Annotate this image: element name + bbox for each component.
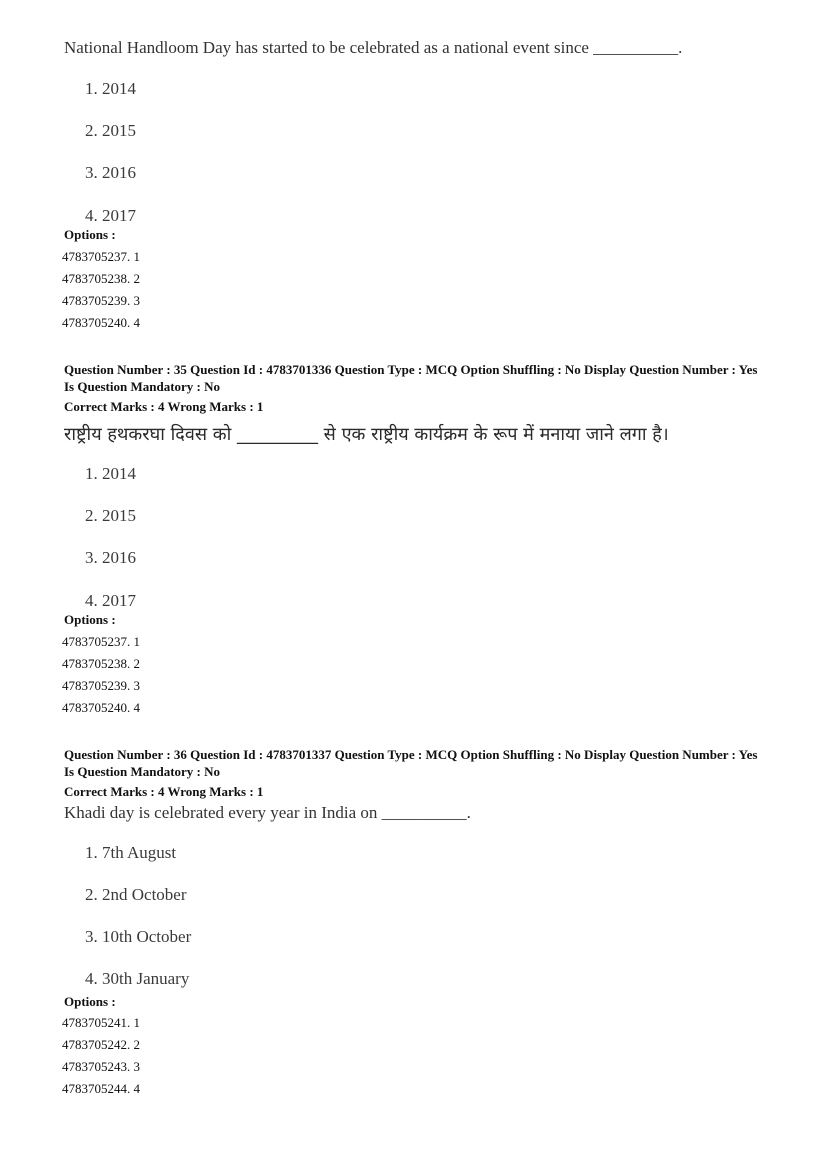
option-id-row: 4783705237. 1 [62, 634, 140, 649]
options-label: Options : [64, 612, 116, 627]
choice-4: 4. 2017 [85, 206, 136, 225]
choice-1: 1. 7th August [85, 843, 177, 862]
option-id-row: 4783705237. 1 [62, 249, 140, 264]
choice-2: 2. 2nd October [85, 885, 187, 904]
choice-3: 3. 2016 [85, 548, 136, 567]
option-id-row: 4783705240. 4 [62, 700, 140, 715]
options-label: Options : [64, 994, 116, 1009]
choice-1: 1. 2014 [85, 79, 136, 98]
choice-1: 1. 2014 [85, 464, 136, 483]
choice-3: 3. 2016 [85, 163, 136, 182]
choice-2: 2. 2015 [85, 506, 136, 525]
option-id-row: 4783705244. 4 [62, 1081, 140, 1096]
option-id-row: 4783705242. 2 [62, 1037, 140, 1052]
option-id-row: 4783705241. 1 [62, 1015, 140, 1030]
option-id-row: 4783705238. 2 [62, 656, 140, 671]
option-id-row: 4783705238. 2 [62, 271, 140, 286]
question-text: Khadi day is celebrated every year in India on __________. [64, 803, 471, 822]
question-text: National Handloom Day has started to be celebrated as a national event since __________. [64, 38, 683, 57]
marks-meta: Correct Marks : 4 Wrong Marks : 1 [64, 784, 264, 799]
option-id-row: 4783705240. 4 [62, 315, 140, 330]
question-text: राष्ट्रीय हथकरघा दिवस को _________ से एक राष्ट्रीय कार्यक्रम के रूप में मनाया जाने लगा है। [64, 424, 669, 445]
question-meta: Question Number : 36 Question Id : 4783701337 Question Type : MCQ Option Shuffling : No Display Question Number : Yes Is Question Mandatory : No [64, 747, 758, 779]
choice-3: 3. 10th October [85, 927, 192, 946]
choice-4: 4. 2017 [85, 591, 136, 610]
option-id-row: 4783705243. 3 [62, 1059, 140, 1074]
choice-4: 4. 30th January [85, 969, 190, 988]
choice-2: 2. 2015 [85, 121, 136, 140]
options-label: Options : [64, 227, 116, 242]
option-id-row: 4783705239. 3 [62, 293, 140, 308]
marks-meta: Correct Marks : 4 Wrong Marks : 1 [64, 399, 264, 414]
option-id-row: 4783705239. 3 [62, 678, 140, 693]
question-meta: Question Number : 35 Question Id : 4783701336 Question Type : MCQ Option Shuffling : No Display Question Number : Yes Is Question Mandatory : No [64, 362, 758, 394]
